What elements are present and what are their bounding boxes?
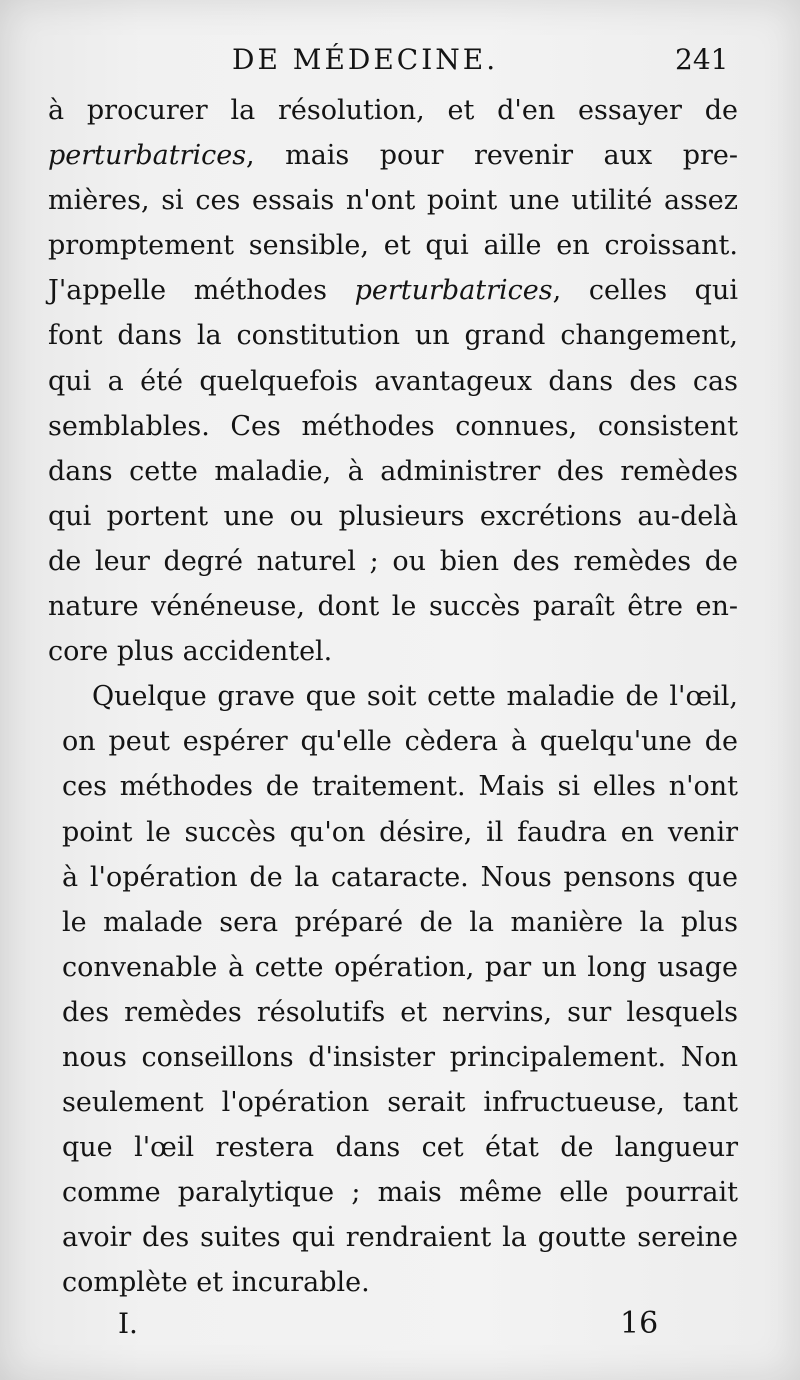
text-line: à l'opération de la cataracte. Nous pensons que xyxy=(62,861,738,893)
text-line: J'appelle méthodes perturbatrices, celles qui xyxy=(48,275,738,307)
text-line: convenable à cette opération, par un long usage xyxy=(62,951,738,983)
text-line: seulement l'opération serait infructueuse, tant xyxy=(62,1087,738,1119)
text-line: mières, si ces essais n'ont point une utilité assez xyxy=(48,185,738,217)
text-line: le malade sera préparé de la manière la plus xyxy=(62,906,738,938)
text-line: core plus accidentel. xyxy=(48,636,333,668)
text-line: qui portent une ou plusieurs excrétions au-delà xyxy=(48,500,738,532)
text-line: comme paralytique ; mais même elle pourrait xyxy=(62,1177,738,1209)
text-line: dans cette maladie, à administrer des remèdes xyxy=(48,455,738,487)
signature-mark: I. xyxy=(118,1307,138,1340)
text-line: de leur degré naturel ; ou bien des remèdes de xyxy=(48,545,738,577)
text-line: avoir des suites qui rendraient la goutte sereine xyxy=(62,1222,738,1254)
text-line: perturbatrices, mais pour revenir aux pre- xyxy=(48,140,738,172)
text-line: font dans la constitution un grand changement, xyxy=(48,320,738,352)
text-line: qui a été quelquefois avantageux dans des cas xyxy=(48,365,738,397)
text-line: nature vénéneuse, dont le succès paraît être en- xyxy=(48,591,738,623)
text-line: nous conseillons d'insister principalement. Non xyxy=(62,1041,738,1073)
page-number: 241 xyxy=(675,43,729,76)
text-line: complète et incurable. xyxy=(62,1267,370,1299)
page-footer xyxy=(0,1300,800,1348)
text-line: Quelque grave que soit cette maladie de l'œil, xyxy=(92,681,738,713)
paragraph-2 xyxy=(48,674,738,1305)
text-line: ces méthodes de traitement. Mais si elles n'ont xyxy=(62,771,738,803)
running-title: DE MÉDECINE. xyxy=(232,43,499,76)
text-line: à procurer la résolution, et d'en essayer de xyxy=(48,95,738,126)
text-line: promptement sensible, et qui aille en croissant. xyxy=(48,230,738,262)
body-text xyxy=(48,88,738,1306)
sheet-number: 16 xyxy=(620,1306,659,1341)
running-head xyxy=(0,38,800,82)
text-line: des remèdes résolutifs et nervins, sur lesquels xyxy=(62,996,738,1028)
text-line: on peut espérer qu'elle cèdera à quelqu'une de xyxy=(62,726,738,758)
text-line: semblables. Ces méthodes connues, consistent xyxy=(48,410,738,442)
text-line: point le succès qu'on désire, il faudra en venir xyxy=(62,816,738,848)
text-line: que l'œil restera dans cet état de langueur xyxy=(62,1132,738,1164)
paragraph-1 xyxy=(48,88,738,674)
